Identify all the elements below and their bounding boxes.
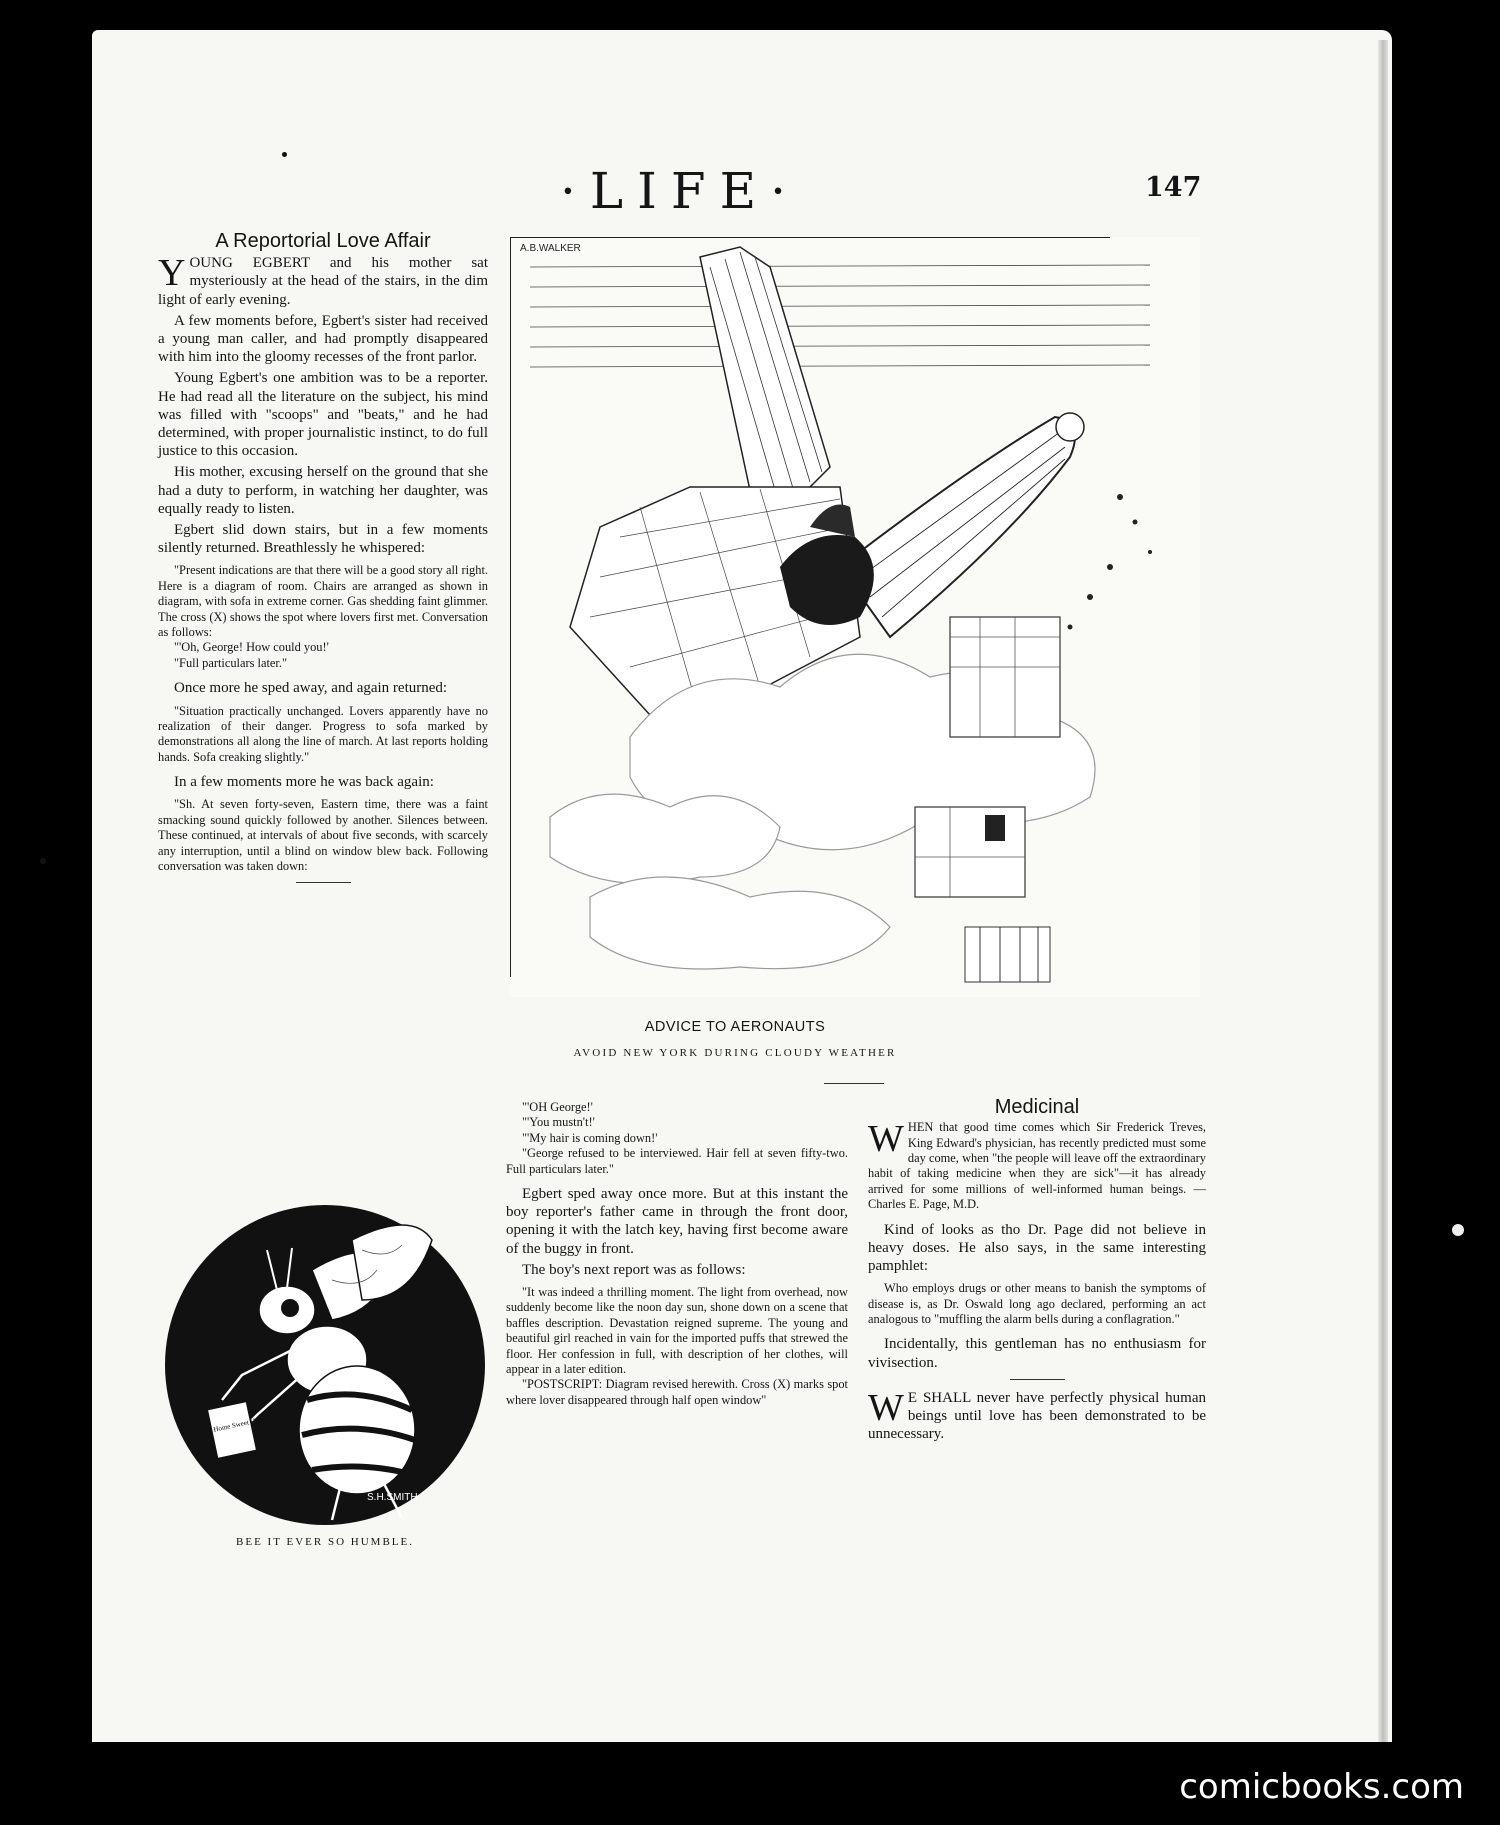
paragraph: In a few moments more he was back again: xyxy=(174,774,434,791)
report-quote: "It was indeed a thrilling moment. The light from overhead, now suddenly become like the noon day sun, shone down on a scene that baffles description. Devastation reigned supreme. The young and beautiful girl reached in vain for the imported puffs that strewed the floor. Her confession in full, with description of her clothes, will appear in a later edition. "POSTSCRIPT: Diagram revised herewith. Cross (X) marks spot where lover disappeared through half open window" xyxy=(506,1285,848,1407)
page-number: 147 xyxy=(1145,172,1202,203)
divider xyxy=(1010,1379,1065,1380)
paragraph: Incidentally, this gentleman has no enthusiasm for vivisection. xyxy=(868,1336,1206,1371)
paragraph: Once more he sped away, and again returned: xyxy=(174,680,448,697)
paragraph: The boy's next report was as follows: xyxy=(522,1261,746,1278)
paragraph: His mother, excusing herself on the ground that she had a duty to perform, in watching her daughter, was equally ready to listen. xyxy=(158,464,488,517)
report-quote: "Situation practically unchanged. Lovers apparently have no realization of their danger. Progress to sofa marked by demonstrations all along the line of march. At last reports holding hands. Sofa creaking slightly." xyxy=(158,703,488,764)
bee-cartoon-caption: BEE IT EVER SO HUMBLE. xyxy=(236,1536,414,1548)
article-continuation xyxy=(506,1100,848,1416)
bee-sign-text: Home Sweet Home xyxy=(212,1414,269,1434)
article-title: A Reportorial Love Affair xyxy=(215,230,431,252)
artist-signature: A.B.WALKER xyxy=(520,243,581,254)
paragraph: Kind of looks as tho Dr. Page did not believe in heavy doses. He also says, in the same interesting pamphlet: xyxy=(868,1221,1206,1275)
drop-cap: W xyxy=(868,1118,904,1161)
ink-dot xyxy=(282,152,287,157)
page-spine-edge xyxy=(1378,40,1388,1742)
report-quote: "Present indications are that there will be a good story all right. Here is a diagram of room. Chairs are arranged as shown in diagram, with sofa in extreme corner. Gas shedding faint glimmer. The cross (X) shows the spot where lovers first met. Conversation as follows: "'Oh, George! How could you!' "Full particulars later." xyxy=(158,563,488,670)
paragraph: Young Egbert's one ambition was to be a reporter. He had read all the literature on the subject, his mind was filled with "scoops" and "beats," and he had determined, with proper journalistic instinct, to do full justice to this occasion. xyxy=(158,370,488,460)
report-quote: "'OH George!' "'You mustn't!' "'My hair is coming down!' "George refused to be interviewed. Hair fell at seven fifty-two. Full particulars later." xyxy=(506,1100,848,1176)
report-quote: "Sh. At seven forty-seven, Eastern time, there was a faint smacking sound quickly followed by another. Silences between. These continued, at intervals of about five seconds, with scarcely any interruption, until a blind on window blew back. Following conversation was taken down: xyxy=(158,797,488,873)
paragraph: A few moments before, Egbert's sister had received a young man caller, and had promptly disappeared with him into the gloomy recesses of the front parlor. xyxy=(158,312,488,366)
drop-cap: W xyxy=(868,1386,904,1429)
divider xyxy=(824,1083,884,1084)
quote: WHEN that good time comes which Sir Frederick Treves, King Edward's physician, has recently predicted must some day come, when "the people will leave off the extraordinary habit of taking medicine when they are sick"—it has already arrived for some millions of well-informed human beings. —Charles E. Page, M.D. xyxy=(868,1118,1206,1212)
masthead: ·LIFE· xyxy=(560,162,800,220)
drop-cap: Y xyxy=(158,252,186,295)
article-title: Medicinal xyxy=(994,1096,1080,1118)
divider xyxy=(296,882,351,883)
article-medicinal xyxy=(868,1098,1206,1446)
artist-signature: S.H.SMITH xyxy=(367,1492,418,1503)
paragraph: Egbert slid down stairs, but in a few moments silently returned. Breathlessly he whispered: xyxy=(158,522,488,557)
illustration-caption-subtitle: AVOID NEW YORK DURING CLOUDY WEATHER xyxy=(573,1047,897,1059)
epigram: W E SHALL never have perfectly physical human beings until love has been demonstrated to be unnecessary. xyxy=(868,1386,1206,1443)
bee-cartoon xyxy=(162,1200,488,1530)
ink-dot xyxy=(40,858,46,864)
watermark: comicbooks.com xyxy=(1179,1767,1464,1807)
paragraph: YOUNG EGBERT and his mother sat mysteriously at the head of the stairs, in the dim light of early evening. xyxy=(158,252,488,308)
article-reportorial-love-affair xyxy=(158,232,488,892)
aeronaut-illustration xyxy=(510,237,1200,997)
quote: Who employs drugs or other means to banish the symptoms of disease is, as Dr. Oswald long ago declared, performing an act analogous to "muffling the alarm bells during a conflagration." xyxy=(868,1281,1206,1327)
paragraph: Egbert sped away once more. But at this instant the boy reporter's father came in through the front door, opening it with the latch key, having first become aware of the buggy in front. xyxy=(506,1186,848,1257)
ink-dot xyxy=(1452,1224,1464,1236)
illustration-caption-title: ADVICE TO AERONAUTS xyxy=(644,1019,826,1035)
